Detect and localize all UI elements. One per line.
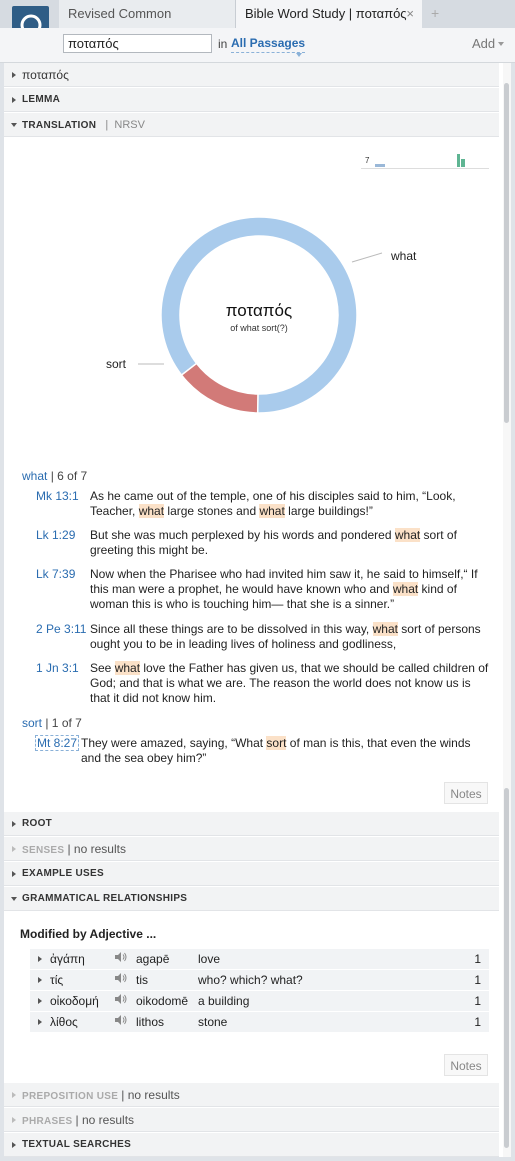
mini-chart-bar <box>461 159 465 167</box>
section-word[interactable] <box>4 63 499 87</box>
row-count: 1 <box>474 973 481 987</box>
group-word-link[interactable]: what <box>22 469 48 483</box>
verse-ref-link[interactable]: Mk 13:1 <box>36 489 79 503</box>
translation-divider: | <box>99 119 115 131</box>
verse-ref-link[interactable]: Lk 7:39 <box>36 567 76 581</box>
mini-chart-max-label: 7 <box>365 156 370 165</box>
speaker-icon[interactable] <box>114 991 128 1011</box>
tab-label: Revised Common <box>68 6 172 21</box>
no-results-text: | no results <box>67 842 126 856</box>
verse-text-segment: sort of greeting this might be. <box>90 528 457 557</box>
section-translation[interactable] <box>4 113 499 137</box>
translation-version[interactable]: NRSV <box>114 119 145 131</box>
expand-arrow-icon <box>11 123 17 127</box>
greek-word[interactable]: ἀγάπη <box>50 952 85 966</box>
row-count: 1 <box>474 1015 481 1029</box>
translation-donut-chart <box>4 173 499 423</box>
highlighted-word: what <box>259 504 285 518</box>
verse-text <box>90 567 492 612</box>
verse-text-segment: kind of woman this is who is touching him— that she is a sinner.” <box>90 582 457 611</box>
modified-by-heading: Modified by Adjective ... <box>20 927 157 941</box>
row-count: 1 <box>474 994 481 1008</box>
highlighted-word: what <box>138 504 165 518</box>
slice-label-what[interactable]: what <box>391 249 417 263</box>
section-textual-searches[interactable] <box>4 1133 499 1157</box>
verse-ref-link[interactable]: 2 Pe 3:11 <box>36 622 87 636</box>
speaker-icon[interactable] <box>114 949 128 969</box>
relationship-row[interactable] <box>30 1012 489 1033</box>
relationship-row[interactable] <box>30 991 489 1012</box>
verse-text-segment: love the Father has given us, that we should be called children of God; and that is what we are. The reason the world does not know us is that it did not know him. <box>90 661 489 705</box>
verse-text <box>90 622 492 652</box>
expand-row-arrow-icon[interactable] <box>38 977 42 983</box>
section-senses[interactable] <box>4 837 499 861</box>
add-dropdown-arrow-icon <box>498 42 504 46</box>
gloss: who? which? what? <box>198 973 303 987</box>
section-preposition-use[interactable] <box>4 1083 499 1107</box>
donut-center-subtitle: of what sort(?) <box>230 323 288 333</box>
section-grammatical-relationships[interactable] <box>4 887 499 911</box>
greek-word[interactable]: οἰκοδομή <box>50 994 99 1008</box>
gloss: a building <box>198 994 250 1008</box>
mini-chart-bar <box>375 164 385 167</box>
transliteration: tis <box>136 973 148 987</box>
new-tab-plus-icon[interactable]: + <box>431 5 440 21</box>
expand-row-arrow-icon[interactable] <box>38 1019 42 1025</box>
verse-text-segment: See <box>90 661 115 675</box>
row-count: 1 <box>474 952 481 966</box>
collapse-arrow-icon <box>12 821 16 827</box>
section-root[interactable] <box>4 812 499 836</box>
verse-text-segment: Now when the Pharisee who had invited him saw it, he said to himself,“ If this man were a prophet, he would have known who and <box>90 567 478 596</box>
scrollbar-thumb[interactable] <box>504 83 509 423</box>
relationship-row[interactable] <box>30 949 489 970</box>
verse-text-segment: sort of persons ought you to be in leading lives of holiness and godliness, <box>90 622 481 651</box>
tab-label: Bible Word Study | ποταπός <box>245 6 407 21</box>
collapse-arrow-icon <box>12 1092 16 1098</box>
close-icon[interactable]: × <box>406 6 414 21</box>
verse-text-segment: large stones and <box>164 504 260 518</box>
section-word-label: ποταπός <box>22 68 69 82</box>
expand-arrow-icon <box>11 897 17 901</box>
add-button[interactable]: Add <box>472 36 496 51</box>
no-results-text: | no results <box>121 1088 180 1102</box>
collapse-arrow-icon <box>12 1142 16 1148</box>
mini-chart-bar <box>457 154 460 167</box>
donut-center-title: ποταπός <box>225 301 293 320</box>
search-input[interactable] <box>63 34 212 53</box>
scrollbar-thumb[interactable] <box>504 788 509 1148</box>
section-example-uses-label: EXAMPLE USES <box>22 868 104 879</box>
group-heading-what <box>22 469 87 483</box>
verse-text <box>81 736 492 766</box>
verse-text-segment: Since all these things are to be dissolved in this way, <box>90 622 373 636</box>
section-root-label: ROOT <box>22 818 53 829</box>
collapse-arrow-icon <box>12 72 16 78</box>
greek-word[interactable]: λίθος <box>50 1015 78 1029</box>
notes-button[interactable]: Notes <box>444 782 488 804</box>
section-phrases[interactable] <box>4 1108 499 1132</box>
verse-text <box>90 528 492 558</box>
section-grammatical-label: GRAMMATICAL RELATIONSHIPS <box>22 893 188 904</box>
verse-text <box>90 489 492 519</box>
verse-ref-link[interactable]: Lk 1:29 <box>36 528 76 542</box>
highlighted-word: what <box>392 582 419 596</box>
no-results-text: | no results <box>75 1113 135 1127</box>
verse-ref-link[interactable]: Mt 8:27 <box>37 736 78 750</box>
section-lemma-label: LEMMA <box>22 94 61 105</box>
slice-label-sort[interactable]: sort <box>106 357 127 371</box>
section-textual-searches-label: TEXTUAL SEARCHES <box>22 1139 132 1150</box>
verse-text-segment: But she was much perplexed by his words and pondered <box>90 528 395 542</box>
verse-text <box>90 661 492 706</box>
speaker-icon[interactable] <box>114 1012 128 1032</box>
highlighted-word: sort <box>266 736 287 750</box>
section-phrases-label: PHRASES <box>22 1116 73 1127</box>
in-label: in <box>218 37 228 51</box>
section-senses-label: SENSES <box>22 845 65 856</box>
group-count: | 1 of 7 <box>45 716 82 730</box>
verse-text-segment: They were amazed, saying, “What <box>81 736 267 750</box>
gloss: stone <box>198 1015 228 1029</box>
transliteration: agapē <box>136 952 170 966</box>
transliteration: oikodomē <box>136 994 189 1008</box>
section-preposition-label: PREPOSITION USE <box>22 1091 119 1102</box>
collapse-arrow-icon <box>12 871 16 877</box>
tab-bible-word-study[interactable] <box>236 0 422 28</box>
collapse-arrow-icon <box>12 1117 16 1123</box>
gloss: love <box>198 952 221 966</box>
passages-dropdown-arrow-icon <box>296 53 302 57</box>
verse-text-segment: As he came out of the temple, one of his disciples said to him, “Look, Teacher, <box>90 489 456 518</box>
expand-row-arrow-icon[interactable] <box>38 956 42 962</box>
expand-row-arrow-icon[interactable] <box>38 998 42 1004</box>
highlighted-word: what <box>394 528 421 542</box>
section-lemma[interactable] <box>4 88 499 112</box>
verse-text-segment: large buildings!” <box>284 504 373 518</box>
collapse-arrow-icon <box>12 97 16 103</box>
tab-revised-common-lectionary[interactable] <box>59 0 236 28</box>
transliteration: lithos <box>136 1015 165 1029</box>
leader-line-what <box>352 253 382 262</box>
group-word-link[interactable]: sort <box>22 716 43 730</box>
donut-slice-sort[interactable] <box>182 363 258 413</box>
section-example-uses[interactable] <box>4 862 499 886</box>
passages-dropdown[interactable]: All Passages <box>231 36 305 53</box>
notes-button[interactable]: Notes <box>444 1054 488 1076</box>
group-count: | 6 of 7 <box>50 469 88 483</box>
relationship-row[interactable] <box>30 970 489 991</box>
collapse-arrow-icon <box>12 846 16 852</box>
highlighted-word: what <box>114 661 141 675</box>
highlighted-word: what <box>372 622 398 636</box>
greek-word[interactable]: τίς <box>50 973 64 987</box>
section-translation-label: TRANSLATION <box>22 120 97 131</box>
verse-text-segment: of man is this, that even the winds and the sea obey him?” <box>81 736 471 765</box>
speaker-icon[interactable] <box>114 970 128 990</box>
content-panel <box>4 63 511 1157</box>
group-heading-sort <box>22 716 82 730</box>
verse-ref-link[interactable]: 1 Jn 3:1 <box>36 661 79 675</box>
